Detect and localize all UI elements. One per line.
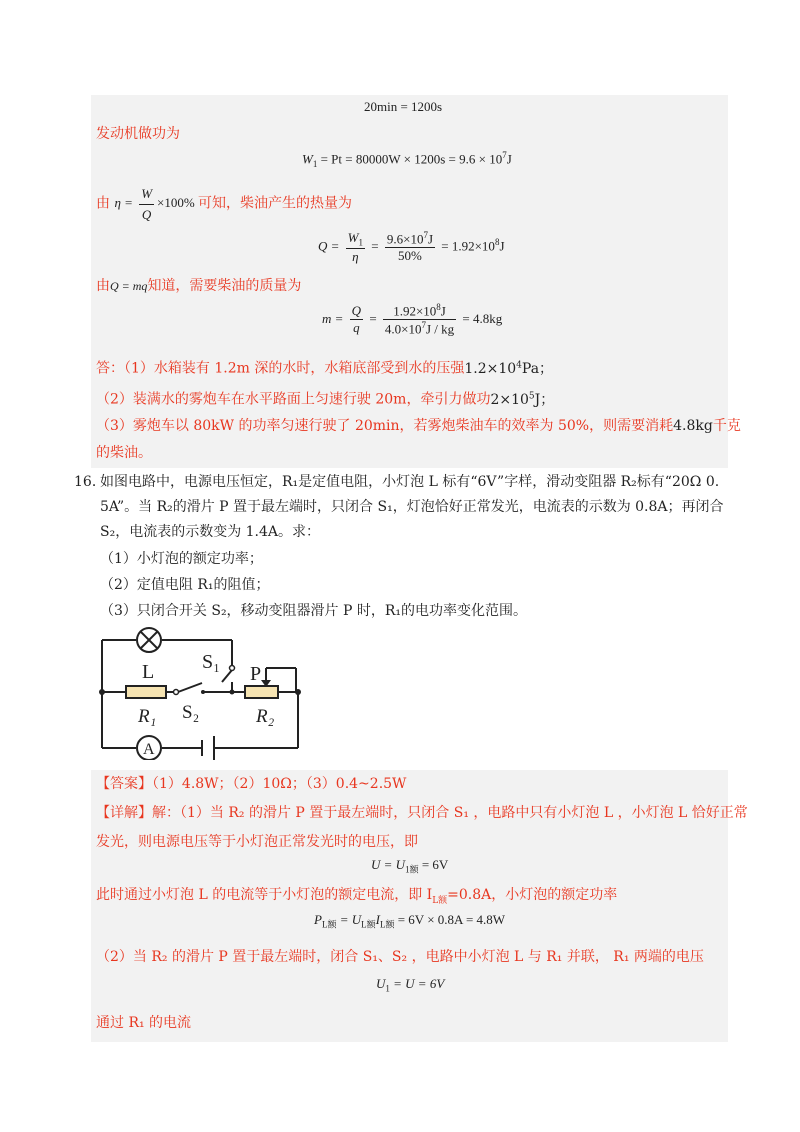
svg-text:S₂: S₂ <box>182 702 200 723</box>
question-16-sub-2: （2）定值电阻 R₁的阻值； <box>100 577 270 593</box>
eq-time: 20min = 1200s <box>364 99 443 114</box>
eq-power: $P_{L额} = U_{L额}I_{L额} = 6V \times 0.8A = 4.8W$ <box>314 912 506 930</box>
eq-mass: m = $\frac{Q}{q}$ = $\frac{1.92\times 10^8J}{4.0\times 10^7J / kg}$ = 4.8kg <box>322 302 503 337</box>
svg-text:P: P <box>250 663 262 685</box>
svg-text:L: L <box>142 661 155 683</box>
answer-1: 答：（1）水箱装有 1.2m 深的水时，水箱底部受到水的压强$1.2\times 10^4Pa$； <box>96 360 554 377</box>
question-16-line-3: S₂，电流表的示数变为 1.4A。求： <box>100 524 321 540</box>
engine-work-label: 发动机做功为 <box>96 126 180 142</box>
question-16-sub-3: （3）只闭合开关 S₂，移动变阻器滑片 P 时，R₁的电功率变化范围。 <box>100 603 528 619</box>
eq-work: $W_1 = Pt = 80000W \times 1200s = 9.6 \times 10^7J$ <box>302 150 512 169</box>
detail-line-1: 【详解】解：（1）当 R₂ 的滑片 P 置于最左端时，只闭合 S₁ ，电路中只有小灯泡 L ，小灯泡 L 恰好正常 <box>96 805 748 821</box>
eq-heat: Q = $\frac{W_1}{\eta}$ = $\frac{9.6\times 10^7J}{50\%}$ = $1.92\times 10^8J$ <box>318 230 505 264</box>
detail-line-2: 发光，则电源电压等于小灯泡正常发光时的电压，即 <box>96 834 418 850</box>
question-16-sub-1: （1）小灯泡的额定功率； <box>100 551 263 567</box>
answer-3-cont: 的柴油。 <box>96 445 152 461</box>
svg-text:S₁: S₁ <box>202 651 221 673</box>
svg-text:A: A <box>143 741 155 758</box>
detail-line-4: （2）当 R₂ 的滑片 P 置于最左端时，闭合 S₁、S₂ ，电路中小灯泡 L 与 R₁ 并联， R₁ 两端的电压 <box>96 949 704 965</box>
detail-line-5: 通过 R₁ 的电流 <box>96 1015 192 1031</box>
eta-line: 由 η = $\frac{W}{Q}$ ×100% 可知，柴油产生的热量为 <box>96 186 352 222</box>
answer-summary: 【答案】（1）4.8W；（2）10Ω；（3）0.4~2.5W <box>96 776 407 792</box>
question-16-line-1: 如图电路中，电源电压恒定，R₁是定值电阻，小灯泡 L 标有“6V”字样，滑动变阻器 R₂标有“20Ω 0. <box>100 474 720 490</box>
svg-text:R₁: R₁ <box>138 706 157 727</box>
answer-3: （3）雾炮车以 80kW 的功率匀速行驶了 20min，若雾炮柴油车的效率为 50%，则需要消耗4.8kg千克 <box>96 418 741 434</box>
svg-text:R₂: R₂ <box>256 706 275 727</box>
answer-2: （2）装满水的雾炮车在水平路面上匀速行驶 20m，牵引力做功$2\times 10^5J$； <box>96 391 555 408</box>
eq-u1: $U_1 = U = 6V$ <box>376 976 445 994</box>
qmq-line: 由Q = mq知道，需要柴油的质量为 <box>96 278 302 294</box>
eq-voltage: $U = U_{1额} = 6V$ <box>371 857 449 875</box>
detail-line-3: 此时通过小灯泡 L 的电流等于小灯泡的额定电流，即 $I_{L额}=0.8A$，小灯泡的额定功率 <box>96 887 618 906</box>
circuit-diagram <box>90 620 310 760</box>
question-16-line-2: 5A”。当 R₂的滑片 P 置于最左端时，只闭合 S₁，灯泡恰好正常发光，电流表的示数为 0.8A；再闭合 <box>100 499 724 515</box>
question-16-number: 16． <box>74 474 106 490</box>
